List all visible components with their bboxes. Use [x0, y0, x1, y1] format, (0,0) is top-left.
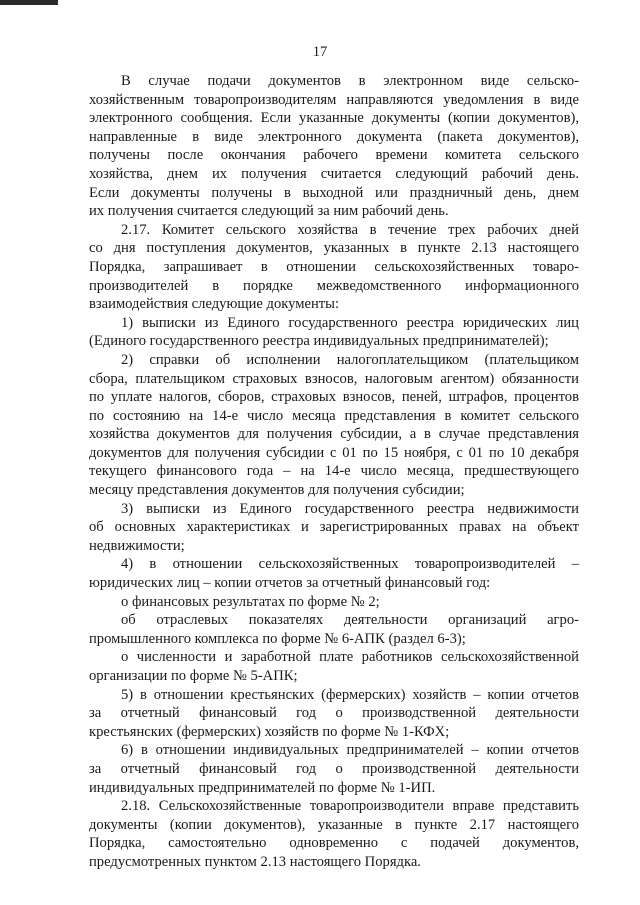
text-line: (Единого государственного реестра индивидуальных предпринимателей); — [89, 333, 549, 350]
page-number: 17 — [312, 44, 328, 60]
text-line: о финансовых результатах по форме № 2; — [121, 593, 380, 610]
text-line: Если документы получены в выходной или праздничный день, днем — [89, 184, 579, 201]
text-line: 1) выписки из Единого государственного реестра юридических лиц — [121, 314, 579, 331]
text-line: за отчетный финансовый год о производственной деятельности — [89, 760, 579, 777]
text-line: 5) в отношении крестьянских (фермерских) хозяйств – копии отчетов — [121, 686, 579, 703]
text-line: 4) в отношении сельскохозяйственных товаропроизводителей – — [121, 556, 579, 573]
text-line: недвижимости; — [89, 537, 185, 554]
paragraph-p6 — [89, 555, 579, 592]
paragraph-p5 — [89, 500, 579, 556]
paragraph-p10 — [89, 686, 579, 742]
text-line: 2) справки об исполнении налогоплательщиком (плательщиком — [121, 351, 579, 368]
text-line: текущего финансового года – на 14-е число месяца, предшествующего — [89, 463, 579, 480]
text-line: производителей в порядке межведомственного информационного — [89, 277, 579, 294]
text-line: индивидуальных предпринимателей по форме № 1-ИП. — [89, 779, 436, 796]
text-line: юридических лиц – копии отчетов за отчетный финансовый год: — [89, 575, 491, 592]
text-line: об отраслевых показателях деятельности организаций агро- — [121, 612, 579, 629]
scan-corner-mark — [0, 0, 58, 5]
text-line: 3) выписки из Единого государственного реестра недвижимости — [121, 500, 579, 517]
text-line: взаимодействия следующие документы: — [89, 296, 339, 313]
text-line: хозяйственным товаропроизводителям направляются уведомления в виде — [89, 91, 579, 108]
text-line: В случае подачи документов в электронном виде сельско- — [121, 73, 579, 89]
paragraph-p7 — [89, 593, 579, 612]
text-line: по уплате налогов, сборов, страховых взносов, пеней, штрафов, процентов — [89, 389, 579, 406]
paragraph-p9 — [89, 648, 579, 685]
text-line: 6) в отношении индивидуальных предпринимателей – копии отчетов — [121, 742, 579, 759]
paragraph-p11 — [89, 741, 579, 797]
text-line: по состоянию на 14-е число месяца представления в комитет сельского — [89, 407, 579, 424]
paragraph-p8 — [89, 611, 579, 648]
paragraph-p4 — [89, 351, 579, 500]
text-line: промышленного комплекса по форме № 6-АПК (раздел 6-3); — [89, 630, 466, 647]
text-line: об основных характеристиках и зарегистрированных правах на объект — [89, 519, 579, 536]
paragraph-p12 — [89, 797, 579, 871]
text-line: о численности и заработной плате работников сельскохозяйственной — [121, 649, 579, 666]
text-line: организации по форме № 5-АПК; — [89, 668, 298, 684]
paragraph-p2 — [89, 221, 579, 314]
text-line: предусмотренных пунктом 2.13 настоящего Порядка. — [89, 853, 421, 870]
paragraph-p1 — [89, 72, 579, 221]
text-line: документов для получения субсидии с 01 по 15 ноября, с 01 по 10 декабря — [89, 444, 579, 461]
text-line: получены после окончания рабочего времени комитета сельского — [89, 147, 579, 164]
document-body — [89, 72, 579, 872]
text-line: направленные в виде электронного документа (пакета документов), — [89, 128, 579, 145]
text-line: электронного сообщения. Если указанные документы (копии документов), — [89, 110, 579, 127]
text-line: документы (копии документов), указанные в пункте 2.17 настоящего — [89, 816, 579, 833]
text-line: хозяйства документов для получения субсидии, а в случае представления — [89, 426, 579, 443]
paragraph-p3 — [89, 314, 579, 351]
text-line: их получения считается следующий за ним рабочий день. — [89, 203, 449, 220]
text-line: сбора, плательщиком страховых взносов, налоговым агентом) обязанности — [89, 370, 579, 387]
text-line: Порядка, запрашивает в отношении сельскохозяйственных товаро- — [89, 258, 579, 275]
text-line: за отчетный финансовый год о производственной деятельности — [89, 705, 579, 722]
text-line: 2.18. Сельскохозяйственные товаропроизводители вправе представить — [121, 798, 579, 815]
text-line: 2.17. Комитет сельского хозяйства в течение трех рабочих дней — [121, 221, 579, 238]
text-line: хозяйства, днем их получения считается следующий рабочий день. — [89, 165, 579, 182]
text-line: со дня поступления документов, указанных в пункте 2.13 настоящего — [89, 240, 579, 257]
text-line: Порядка, самостоятельно одновременно с подачей документов, — [89, 835, 579, 852]
text-line: крестьянских (фермерских) хозяйств по форме № 1-КФХ; — [89, 723, 450, 740]
text-line: месяцу представления документов для получения субсидии; — [89, 482, 465, 499]
